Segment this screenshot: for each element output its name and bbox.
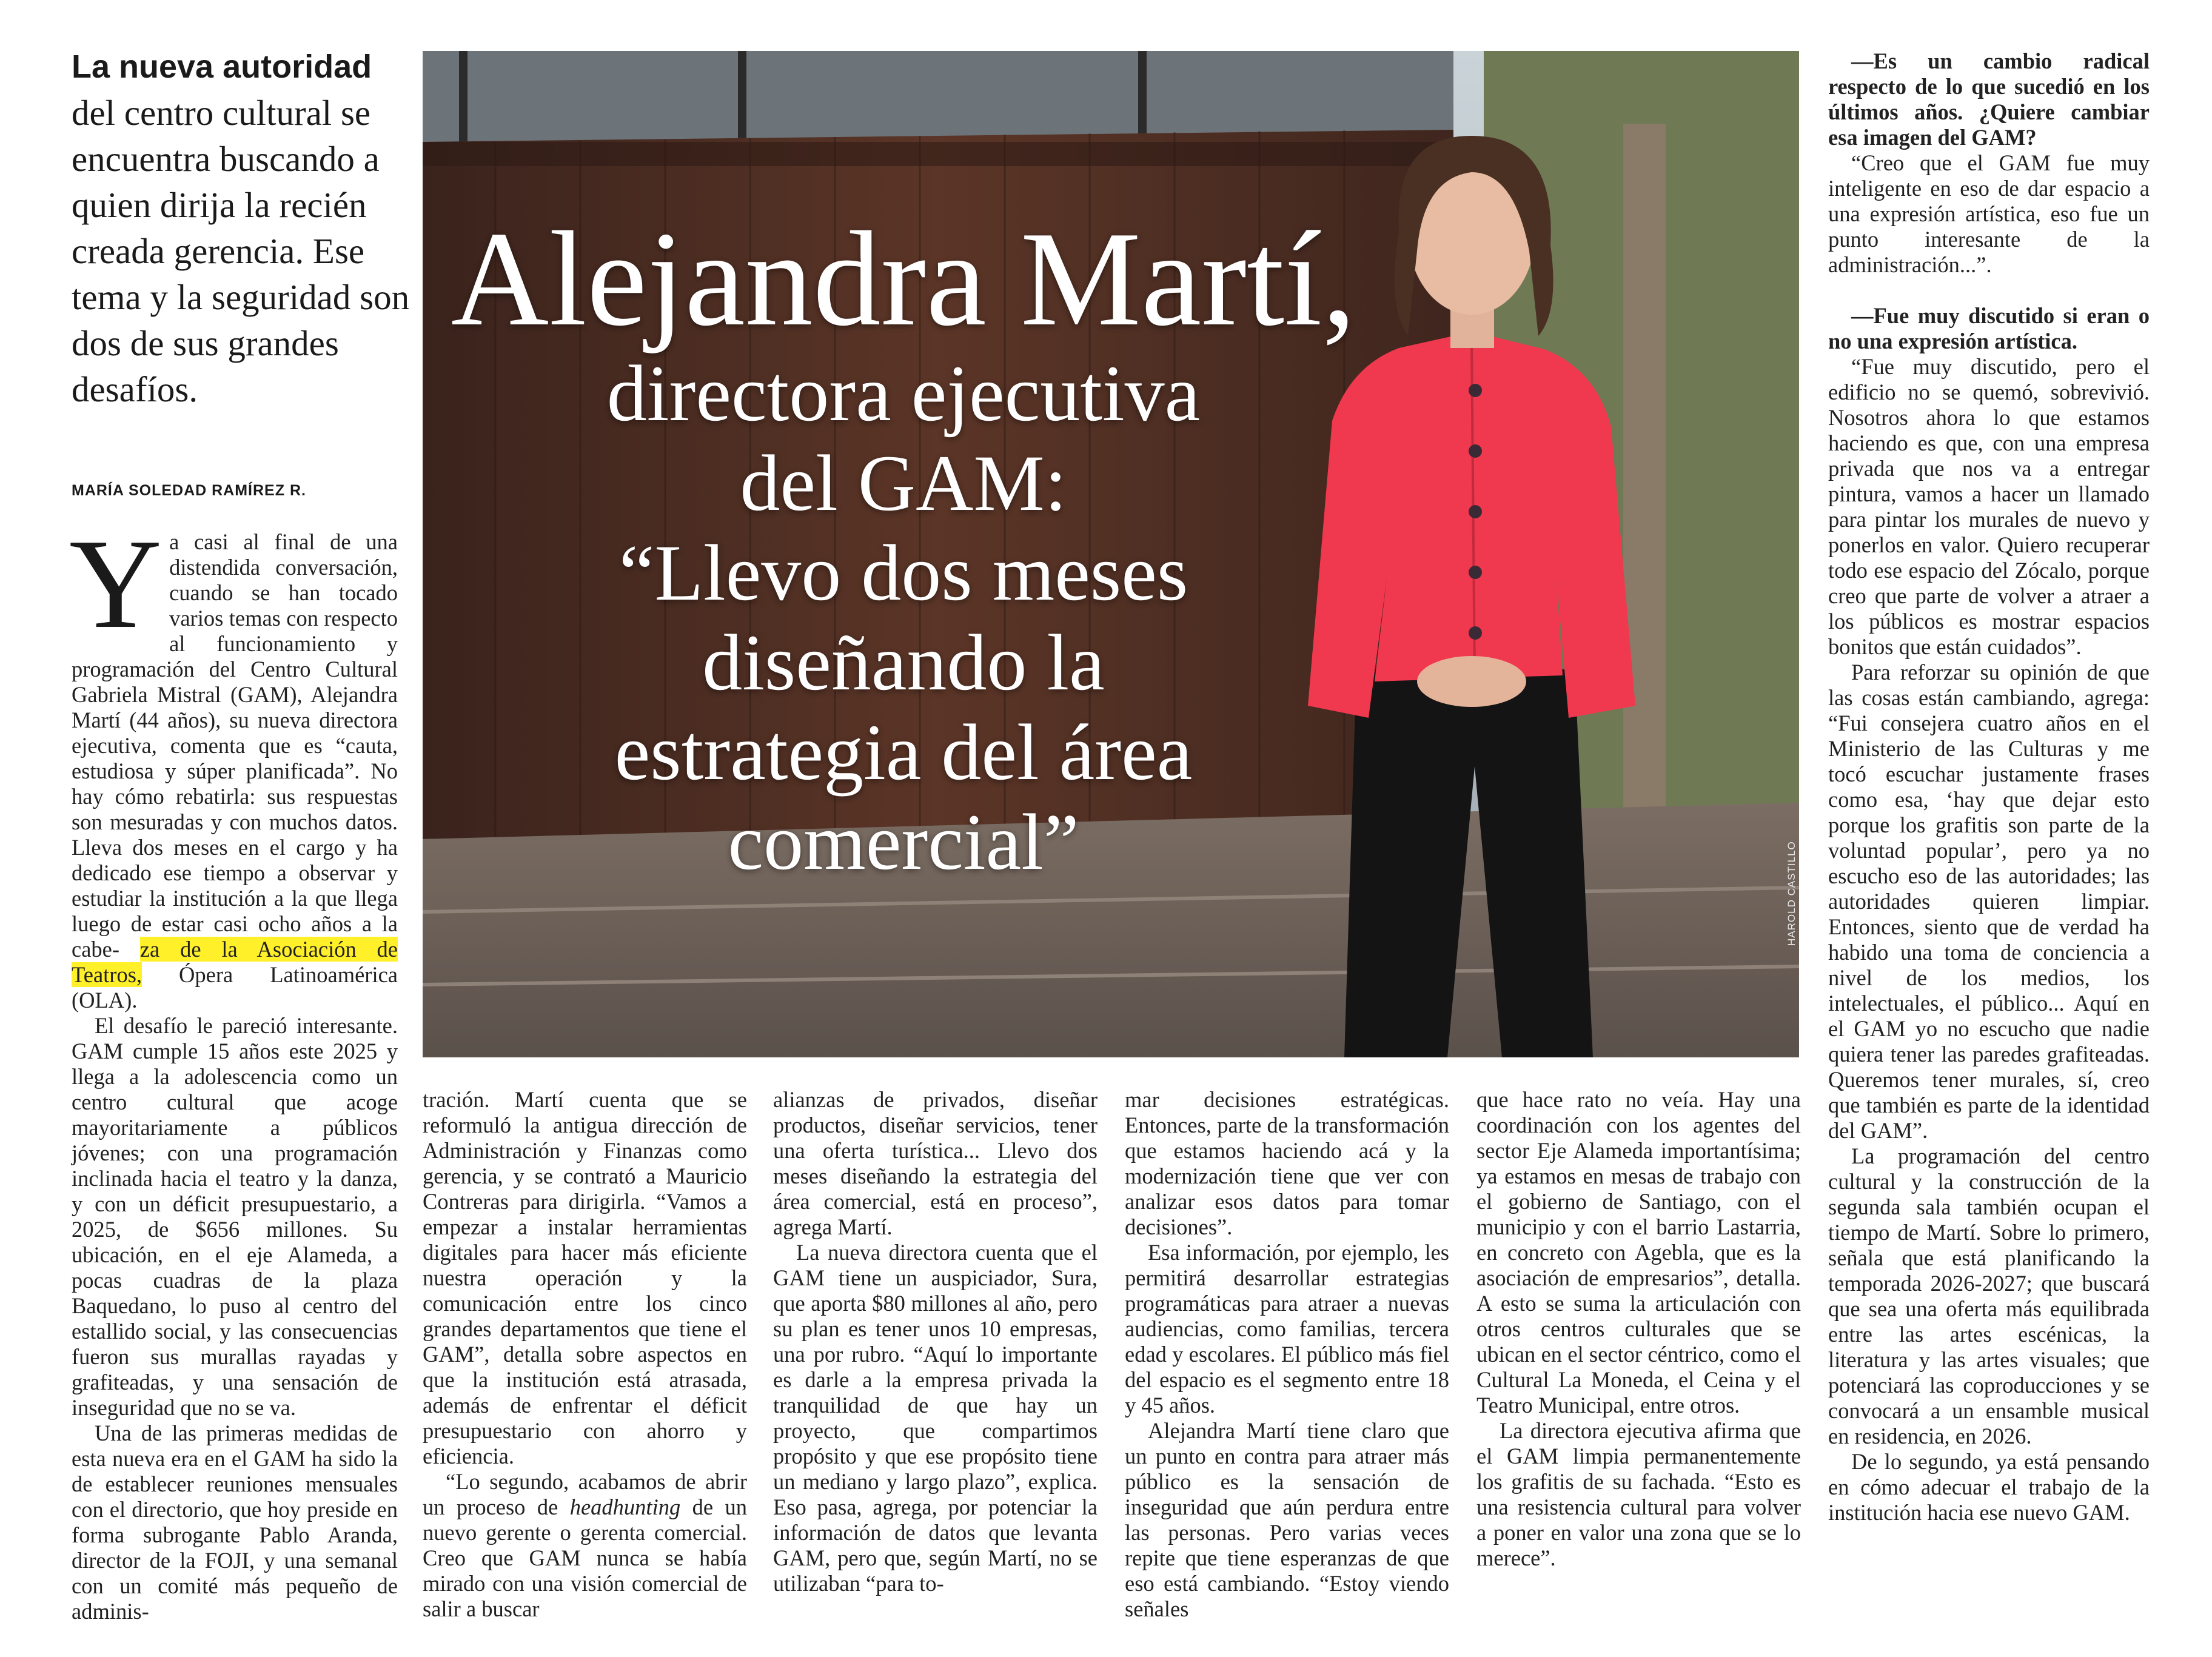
paragraph: mar decisiones estratégicas. Entonces, parte de la transformación que estamos haciendo acá y la modernización tiene que ver con analizar esos datos para tomar decisiones”. xyxy=(1125,1087,1449,1239)
interview-question: —Es un cambio radical respecto de lo que sucedió en los últimos años. ¿Quiere cambiar esa imagen del GAM? xyxy=(1828,49,2150,150)
body-column-6 xyxy=(1828,49,2150,1525)
paragraph-text: “Lo segundo, acabamos de abrir un proceso de xyxy=(423,1469,747,1519)
paragraph: Alejandra Martí tiene claro que un punto en contra para atraer más público es la sensación de inseguridad que aún perdura entre las personas. Pero varias veces repite que tiene esperanzas de que eso está cambiando. “Estoy viendo señales xyxy=(1125,1418,1449,1621)
body-column-3 xyxy=(773,1087,1098,1596)
paragraph-text: a casi al final de una distendida conversación, cuando se han tocado varios temas con respecto al funcionamiento y programación del Centro Cultural Gabriela Mistral (GAM), Alejandra Martí (44 años), su nueva directora ejecutiva, comenta que es “cauta, estudiosa y súper planificada”. No hay cómo rebatirla: sus respuestas son mesuradas y con muchos datos. Lleva dos meses en el cargo y ha dedicado ese tiempo a observar y estudiar la institución a la que llega luego de estar casi ocho años a la cabe- xyxy=(72,529,398,962)
paragraph: La nueva directora cuenta que el GAM tiene un auspiciador, Sura, que aporta $80 millones al año, pero su plan es tener unos 10 empresas, una por rubro. “Aquí lo importante es darle a la empresa privada la tranquilidad de que hay un proyecto, que compartimos propósito y que ese propósito tiene un mediano y largo plazo”, explica. Eso pasa, agrega, por potenciar la información de datos que levanta GAM, pero que, según Martí, no se utilizaban “para to- xyxy=(773,1240,1098,1596)
paragraph-text: Ópera Latinoamérica (OLA). xyxy=(72,962,398,1013)
headline-line: directora ejecutiva xyxy=(606,349,1201,438)
highlighted-text: za de la Asociación de Teatros, xyxy=(72,937,398,987)
byline: MARÍA SOLEDAD RAMÍREZ R. xyxy=(72,482,306,499)
article-deck xyxy=(72,42,411,412)
headline-line: del GAM: xyxy=(740,438,1067,527)
paragraph: que hace rato no veía. Hay una coordinación con los agentes del sector Eje Alameda importantísima; ya estamos en mesas de trabajo con el gobierno de Santiago, con el municipio y con el barrio Lastarria, en concreto con Agebla, que es la asociación de empresarios”, detalla. A esto se suma la articulación con otros centros culturales que se ubican en el sector céntrico, como el Cultural La Moneda, el Ceina y el Teatro Municipal, entre otros. xyxy=(1476,1087,1801,1418)
deck-text: del centro cultural se encuentra buscando a quien dirija la recién creada gerencia. Ese tema y la seguridad son dos de sus grandes desafíos. xyxy=(72,93,410,409)
paragraph: Esa información, por ejemplo, les permitirá desarrollar estrategias programáticas para atraer a nuevas audiencias, como familias, tercera edad y escolares. El público más fiel del espacio es el segmento entre 18 y 45 años. xyxy=(1125,1240,1449,1418)
headline-name: Alejandra Martí, xyxy=(451,204,1356,354)
body-column-4 xyxy=(1125,1087,1449,1622)
deck-lead-bold: La nueva autoridad xyxy=(72,49,372,85)
headline-line: “Llevo dos meses xyxy=(618,528,1188,617)
body-column-2 xyxy=(423,1087,747,1622)
interview-question: —Fue muy discutido si eran o no una expresión artística. xyxy=(1828,303,2150,353)
paragraph: La directora ejecutiva afirma que el GAM limpia permanentemente los grafitis de su fachada. “Esto es una resistencia cultural para volver a poner en valor una zona que se lo merece”. xyxy=(1476,1418,1801,1570)
headline-line: comercial” xyxy=(728,797,1079,886)
paragraph: La programación del centro cultural y la construcción de la segunda sala también ocupan el tiempo de Martí. Sobre lo primero, señala que está planificando la temporada 2026-2027; que buscará que sea una oferta más equilibrada entre las artes escénicas, la literatura y las artes visuales; que potenciará las coproducciones y se convocará a un ensamble musical en residencia, en 2026. xyxy=(1828,1143,2150,1448)
interview-answer: “Fue muy discutido, pero el edificio no se quemó, sobrevivió. Nosotros ahora lo que estamos haciendo es que, con una empresa privada que nos va a entregar pintura, vamos a hacer un llamado para pintar los murales de nuevo y ponerlos en valor. Quiero recuperar todo ese espacio del Zócalo, porque creo que parte de volver a atraer a los públicos es mostrar espacios bonitos que están cuidados”. xyxy=(1828,354,2150,659)
drop-cap: Y xyxy=(69,512,163,655)
paragraph: De lo segundo, ya está pensando en cómo adecuar el trabajo de la institución hacia ese nuevo GAM. xyxy=(1828,1449,2150,1525)
paragraph: El desafío le pareció interesante. GAM cumple 15 años este 2025 y llega a la adolescencia como un centro cultural que acoge mayoritariamente a públicos jóvenes; con una programación inclinada hacia el teatro y la danza, y con un déficit presupuestario, a 2025, de $656 millones. Su ubicación, en el eje Alameda, a pocas cuadras de la plaza Baquedano, lo puso al centro del estallido social, y las consecuencias fueron sus murallas rayadas y grafiteadas, y una sensación de inseguridad que no se va. xyxy=(72,1013,398,1420)
paragraph: Para reforzar su opinión de que las cosas están cambiando, agrega: “Fui consejera cuatro años en el Ministerio de las Culturas y me tocó escuchar justamente frases como esa, ‘hay que dejar esto porque los grafitis son parte de la voluntad popular’, pero ya no escucho eso de las autoridades; las autoridades quieren limpiar. Entonces, siento que de verdad ha habido una toma de conciencia a nivel de los medios, los intelectuales, el público... Aquí en el GAM yo no escucho que nadie quiera tener las paredes grafiteadas. Queremos tener murales, sí, creo que también es parte de la identidad del GAM”. xyxy=(1828,660,2150,1143)
headline xyxy=(424,204,1382,887)
headline-line: estrategia del área xyxy=(614,708,1193,797)
paragraph-text: de un nuevo gerente o gerenta comercial. Creo que GAM nunca se había mirado con una visión comercial de salir a buscar xyxy=(423,1495,748,1621)
photo-credit: HAROLD CASTILLO xyxy=(1786,841,1797,946)
paragraph: Una de las primeras medidas de esta nueva era en el GAM ha sido la de establecer reuniones mensuales con el directorio, que hoy preside en forma subrogante Pablo Aranda, director de la FOJI, y una semanal con un comité más pequeño de adminis- xyxy=(72,1421,398,1624)
paragraph xyxy=(69,512,398,1013)
paragraph: alianzas de privados, diseñar productos, diseñar servicios, tener una oferta turística... Llevo dos meses diseñando la estrategia del área comercial, está en proceso”, agrega Martí. xyxy=(773,1087,1098,1239)
paragraph: tración. Martí cuenta que se reformuló la antigua dirección de Administración y Finanzas como gerencia, y se contrató a Mauricio Contreras para dirigirla. “Vamos a empezar a instalar herramientas digitales para hacer más eficiente nuestra operación y la comunicación entre los cinco grandes departamentos que tiene el GAM”, detalla sobre aspectos en que la institución está atrasada, además de enfrentar el déficit presupuestario con ahorro y eficiencia. xyxy=(423,1087,747,1468)
italic-term: headhunting xyxy=(569,1495,681,1519)
interview-answer: “Creo que el GAM fue muy inteligente en eso de dar espacio a una expresión artística, eso fue un punto interesante de la administración...”. xyxy=(1828,150,2150,277)
spacer xyxy=(1828,278,2150,303)
headline-line: diseñando la xyxy=(702,618,1105,707)
body-column-5 xyxy=(1476,1087,1801,1571)
paragraph xyxy=(423,1469,747,1622)
body-column-1 xyxy=(69,512,398,1624)
